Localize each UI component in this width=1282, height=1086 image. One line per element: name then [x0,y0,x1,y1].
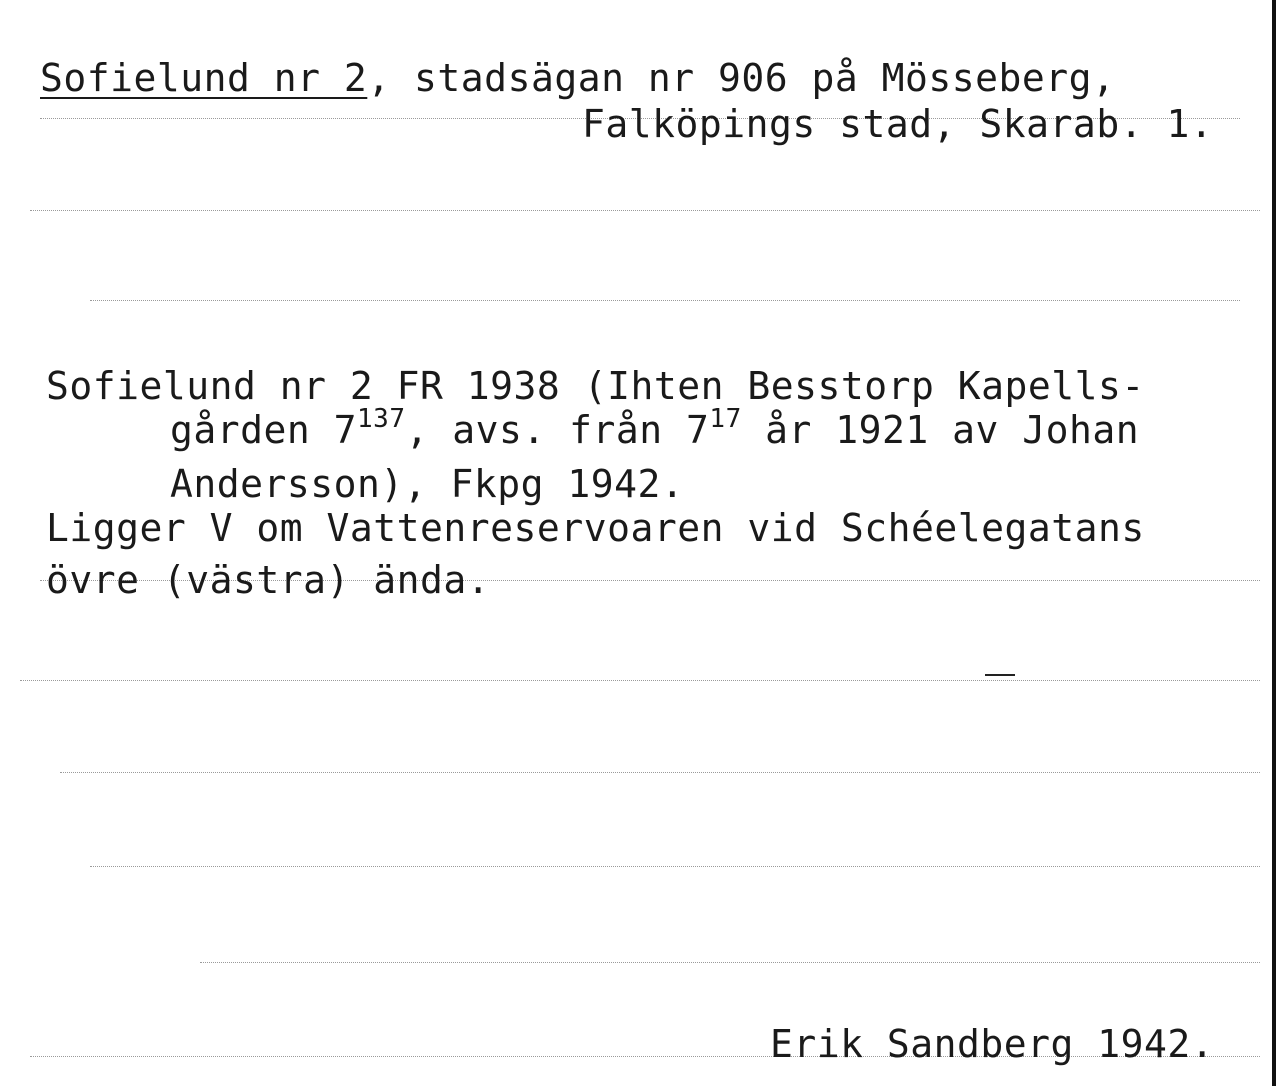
superscript: 17 [709,404,742,434]
card-rule [200,962,1260,964]
card-rule [90,300,1240,302]
body-text: , avs. från 7 [405,408,710,452]
body-line: Andersson), Fkpg 1942. [170,462,685,506]
body-line [170,404,1140,452]
heading-line-2: Falköpings stad, Skarab. 1. [582,102,1214,146]
card-rule [90,866,1260,868]
heading-line-1 [40,56,1115,100]
heading-location: , stadsägan nr 906 på Mösseberg, [367,56,1116,100]
stray-mark [985,674,1015,676]
body-text: gården 7 [170,408,358,452]
body-line: övre (västra) ända. [46,558,491,602]
card-rule [30,210,1260,212]
card-rule [60,772,1260,774]
body-line: Sofielund nr 2 FR 1938 (Ihten Besstorp Kapells- [46,364,1145,408]
body-text: år 1921 av Johan [741,408,1140,452]
card-edge [1272,0,1276,1086]
body-line: Ligger V om Vattenreservoaren vid Schéelegatans [46,506,1145,550]
signature: Erik Sandberg 1942. [770,1022,1215,1066]
property-title: Sofielund nr 2 [40,56,368,100]
card-rule [20,680,1260,682]
superscript: 137 [357,404,406,434]
